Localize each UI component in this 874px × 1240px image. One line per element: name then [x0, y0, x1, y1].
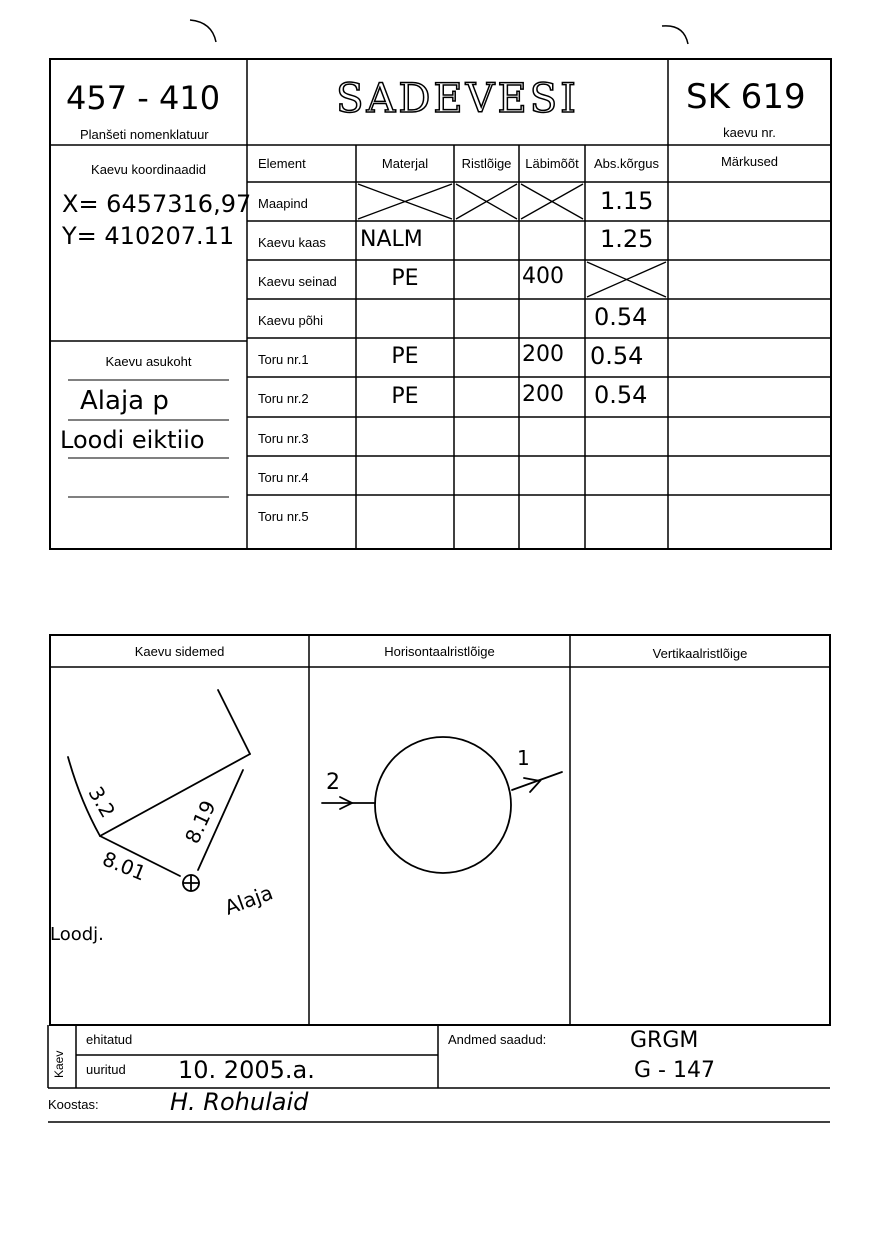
row-element: Toru nr.2 — [258, 391, 309, 406]
location-line-2: Loodi eiktiio — [60, 426, 205, 454]
well-number-value: SK 619 — [686, 77, 806, 117]
row-diameter: 200 — [522, 382, 564, 407]
row-material: NALM — [360, 227, 423, 252]
nomenclature-value: 457 - 410 — [66, 79, 221, 117]
col-header-element: Element — [258, 156, 306, 171]
compiled-by-value: H. Rohulaid — [170, 1088, 309, 1116]
col-header-cross-section: Ristlõige — [461, 156, 512, 171]
location-label: Kaevu asukoht — [105, 354, 192, 369]
data-source-value-1: GRGM — [630, 1028, 699, 1053]
row-element: Kaevu põhi — [258, 313, 324, 328]
pipe-number-label: 2 — [326, 770, 340, 795]
vertical-section-label: Vertikaalristlõige — [652, 646, 748, 661]
row-abs-height: 0.54 — [594, 381, 648, 409]
street-note: Alaja — [221, 880, 276, 920]
surveyed-label: uuritud — [86, 1062, 126, 1077]
page-title: SADEVESI — [336, 76, 579, 122]
row-element: Kaevu kaas — [258, 235, 326, 250]
ties-label: Kaevu sidemed — [134, 644, 225, 659]
location-line-1: Alaja p — [80, 386, 169, 416]
row-element: Maapind — [258, 196, 308, 211]
well-side-label: Kaev — [52, 1050, 66, 1078]
built-label: ehitatud — [86, 1032, 133, 1047]
coordinate-x: X= 6457316,97 — [62, 190, 252, 218]
row-abs-height: 0.54 — [590, 342, 644, 370]
row-element: Kaevu seinad — [258, 274, 337, 289]
compiled-by-label: Koostas: — [48, 1097, 99, 1112]
row-material: PE — [391, 344, 419, 369]
row-diameter: 200 — [522, 342, 564, 367]
nomenclature-label: Planšeti nomenklatuur — [80, 127, 209, 142]
data-source-value-2: G - 147 — [634, 1058, 715, 1083]
data-source-label: Andmed saadud: — [448, 1032, 547, 1047]
col-header-notes: Märkused — [720, 154, 779, 169]
row-abs-height: 1.25 — [600, 225, 654, 253]
row-element: Toru nr.5 — [258, 509, 309, 524]
street-note: Loodj. — [50, 924, 104, 945]
row-material: PE — [391, 384, 419, 409]
row-diameter: 400 — [522, 264, 564, 289]
coordinate-y: Y= 410207.11 — [62, 222, 235, 250]
row-abs-height: 0.54 — [594, 303, 648, 331]
row-material: PE — [391, 266, 419, 291]
coordinates-label: Kaevu koordinaadid — [91, 162, 206, 177]
tie-distance-label: 8.19 — [179, 796, 221, 848]
surveyed-value: 10. 2005.a. — [178, 1056, 315, 1084]
row-element: Toru nr.1 — [258, 352, 309, 367]
well-number-label: kaevu nr. — [723, 125, 776, 140]
pipe-number-label: 1 — [517, 746, 530, 770]
row-element: Toru nr.4 — [258, 470, 309, 485]
tie-distance-label: 3.2 — [83, 782, 121, 822]
col-header-diameter: Läbimõõt — [525, 156, 579, 171]
tie-distance-label: 8.01 — [99, 846, 150, 886]
horizontal-section-label: Horisontaalristlõige — [384, 644, 495, 659]
col-header-material: Materjal — [381, 156, 429, 171]
row-element: Toru nr.3 — [258, 431, 309, 446]
row-abs-height: 1.15 — [600, 187, 654, 215]
col-header-abs-height: Abs.kõrgus — [593, 156, 660, 171]
